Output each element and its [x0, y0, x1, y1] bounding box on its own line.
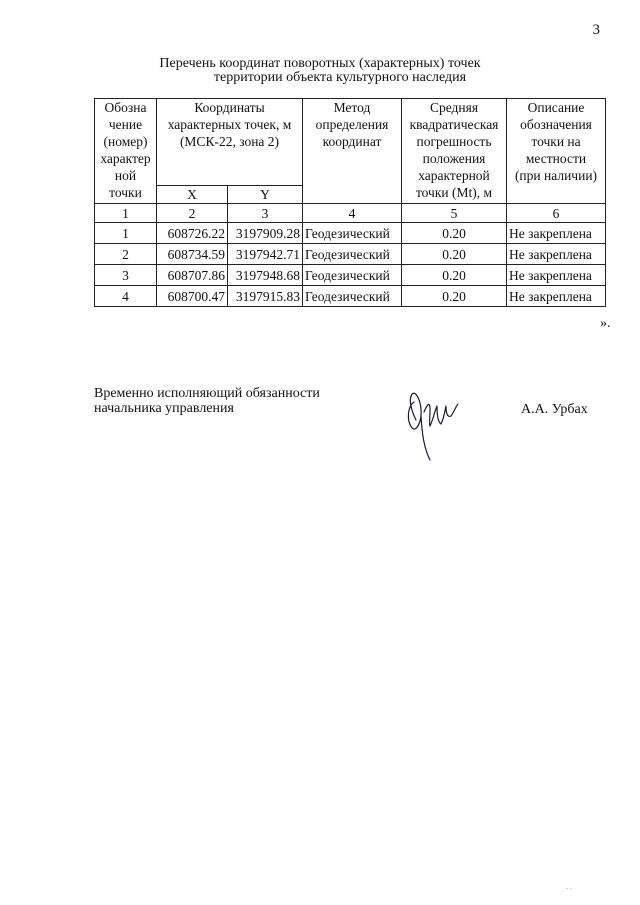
handwritten-signature	[400, 372, 470, 462]
header-line: чение	[108, 117, 143, 132]
header-line: (МСК-22, зона 2)	[179, 134, 280, 149]
header-line: Метод	[333, 100, 371, 115]
point-number: 1	[95, 223, 157, 244]
coordinates-table	[94, 98, 606, 307]
column-number: 1	[95, 204, 157, 223]
header-line: характерной	[418, 168, 490, 183]
column-number: 3	[228, 204, 303, 223]
mean-error: 0.20	[402, 244, 507, 265]
column-number: 2	[157, 204, 228, 223]
header-line: точки на	[531, 134, 581, 149]
header-line: (номер)	[103, 134, 148, 149]
table-row	[95, 223, 606, 244]
signer-position	[94, 386, 320, 416]
page-number: 3	[592, 22, 600, 38]
mean-error: 0.20	[402, 265, 507, 286]
header-line: координат	[322, 134, 382, 149]
header-coordinates	[157, 99, 303, 186]
coordinate-x: 608726.22	[157, 223, 228, 244]
header-line: положения	[422, 151, 486, 166]
point-description: Не закреплена	[507, 265, 606, 286]
header-line: местности	[525, 151, 587, 166]
method: Геодезический	[303, 223, 402, 244]
title-line-2: территории объекта культурного наследия	[213, 70, 467, 85]
header-method	[303, 99, 402, 204]
point-number: 3	[95, 265, 157, 286]
header-line: определения	[315, 117, 389, 132]
column-number: 4	[303, 204, 402, 223]
method: Геодезический	[303, 265, 402, 286]
column-number: 5	[402, 204, 507, 223]
signer-position-line-2: начальника управления	[94, 401, 234, 416]
header-line: характерных точек, м	[167, 117, 292, 132]
header-line: характер	[100, 151, 151, 166]
coordinate-y: 3197942.71	[228, 244, 303, 265]
coordinate-x: 608734.59	[157, 244, 228, 265]
title-line-1: Перечень координат поворотных (характерных) точек	[159, 56, 481, 71]
document-title	[0, 57, 640, 85]
header-line: Обозна	[104, 100, 147, 115]
header-description	[507, 99, 606, 204]
coordinate-y: 3197909.28	[228, 223, 303, 244]
header-x: X	[157, 186, 228, 204]
header-line: точки	[109, 185, 142, 200]
header-line: точки (Mt), м	[415, 185, 493, 200]
coordinate-x: 608707.86	[157, 265, 228, 286]
mean-error: 0.20	[402, 286, 507, 307]
coordinate-y: 3197948.68	[228, 265, 303, 286]
signer-position-line-1: Временно исполняющий обязанности	[94, 386, 320, 401]
header-line: квадратическая	[409, 117, 499, 132]
coordinate-y: 3197915.83	[228, 286, 303, 307]
point-description: Не закреплена	[507, 244, 606, 265]
header-line: Средняя	[429, 100, 479, 115]
point-description: Не закреплена	[507, 286, 606, 307]
point-number: 2	[95, 244, 157, 265]
mean-error: 0.20	[402, 223, 507, 244]
point-description: Не закреплена	[507, 223, 606, 244]
header-line: Координаты	[194, 100, 265, 115]
method: Геодезический	[303, 244, 402, 265]
point-number: 4	[95, 286, 157, 307]
table-row	[95, 265, 606, 286]
column-number: 6	[507, 204, 606, 223]
table-row	[95, 244, 606, 265]
header-point-designation	[95, 99, 157, 204]
coordinate-x: 608700.47	[157, 286, 228, 307]
corner-mark: . .	[566, 882, 572, 891]
header-line: обозначения	[520, 117, 592, 132]
signer-name: А.А. Урбах	[521, 402, 588, 417]
header-line: (при наличии)	[514, 168, 598, 183]
table-row	[95, 286, 606, 307]
header-y: Y	[228, 186, 303, 204]
header-line: ной	[114, 168, 137, 183]
header-mean-error	[402, 99, 507, 204]
header-line: Описание	[527, 100, 585, 115]
closing-quote-mark: ».	[600, 316, 611, 331]
header-line: погрешность	[416, 134, 492, 149]
method: Геодезический	[303, 286, 402, 307]
